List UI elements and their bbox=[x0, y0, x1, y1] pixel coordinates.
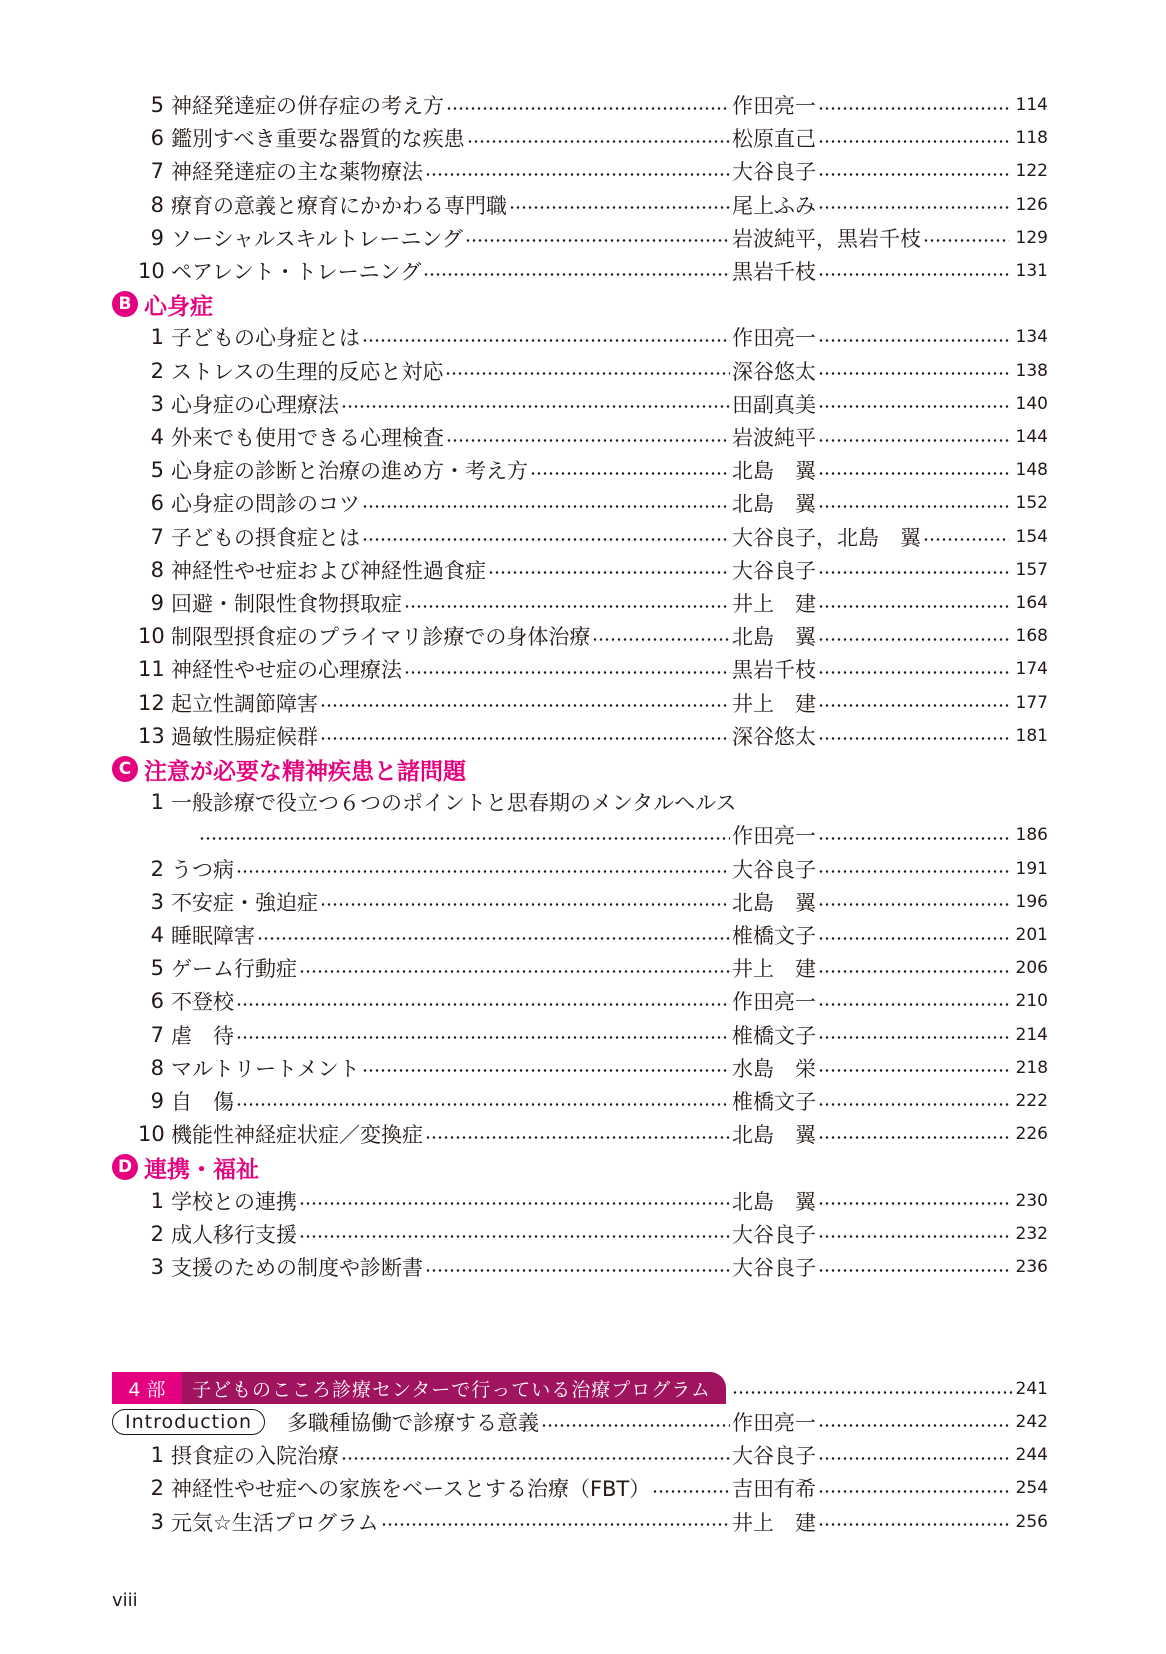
entry-page: 191 bbox=[1015, 858, 1048, 879]
toc-entry[interactable] bbox=[138, 885, 1048, 919]
entry-title: 学校との連携 bbox=[171, 1189, 297, 1214]
entry-title: 機能性神経症状症／変換症 bbox=[171, 1123, 423, 1148]
entry-page: 214 bbox=[1015, 1024, 1048, 1045]
entry-number: 11 bbox=[138, 657, 165, 682]
dot-leader bbox=[488, 571, 730, 574]
dot-leader bbox=[818, 1136, 1009, 1139]
entry-title: ストレスの生理的反応と対応 bbox=[171, 359, 444, 384]
dot-leader bbox=[818, 605, 1009, 608]
dot-leader bbox=[818, 737, 1009, 740]
entry-number: 8 bbox=[150, 1055, 164, 1080]
entry-page: 144 bbox=[1015, 427, 1048, 447]
entry-page: 196 bbox=[1015, 891, 1048, 912]
toc-entry[interactable] bbox=[138, 1471, 1048, 1505]
dot-leader bbox=[818, 505, 1009, 508]
entry-author: 大谷良子 bbox=[732, 1222, 816, 1247]
entry-number: 3 bbox=[150, 1255, 164, 1279]
entry-author: 椎橋文子 bbox=[732, 924, 816, 948]
entry-number: 9 bbox=[150, 225, 164, 250]
entry-number: 4 bbox=[150, 923, 164, 947]
entry-title: ペアレント・トレーニング bbox=[171, 260, 422, 284]
dot-leader bbox=[341, 1457, 730, 1460]
dot-leader bbox=[362, 1069, 730, 1072]
dot-leader bbox=[818, 372, 1009, 375]
dot-leader bbox=[404, 605, 730, 608]
entry-author: 大谷良子 bbox=[732, 1444, 816, 1469]
dot-leader bbox=[818, 837, 1009, 840]
entry-page: 254 bbox=[1015, 1478, 1049, 1499]
entry-number: 7 bbox=[150, 1022, 164, 1047]
dot-leader bbox=[423, 273, 730, 276]
toc-entry[interactable] bbox=[138, 354, 1048, 388]
section-title: 注意が必要な精神疾患と諸問題 bbox=[144, 758, 466, 785]
entry-number: 10 bbox=[138, 624, 165, 649]
toc-entry[interactable] bbox=[138, 984, 1048, 1018]
entry-author: 田副真美 bbox=[732, 392, 816, 417]
toc-entry[interactable] bbox=[138, 1018, 1048, 1052]
entry-title: 一般診療で役立つ６つのポイントと思春期のメンタルヘルス bbox=[171, 791, 737, 816]
dot-leader bbox=[299, 970, 730, 973]
dot-leader bbox=[236, 1103, 730, 1106]
dot-leader bbox=[362, 505, 730, 508]
entry-title: 神経性やせ症および神経性過食症 bbox=[171, 558, 486, 583]
entry-number: 1 bbox=[150, 1188, 164, 1213]
entry-page: 186 bbox=[1015, 825, 1048, 846]
part-page: 241 bbox=[1015, 1379, 1048, 1399]
entry-title: 元気☆生活プログラム bbox=[171, 1510, 379, 1535]
dot-leader bbox=[818, 571, 1009, 574]
dot-leader bbox=[818, 206, 1009, 209]
entry-page: 140 bbox=[1015, 393, 1048, 414]
section-title: 連携・福祉 bbox=[144, 1156, 259, 1183]
entry-author: 北島 翼 bbox=[732, 890, 816, 915]
entry-author: 岩波純平 bbox=[732, 426, 816, 450]
entry-page: 232 bbox=[1015, 1223, 1048, 1244]
entry-title: 虐 待 bbox=[171, 1023, 234, 1048]
dot-leader bbox=[299, 1235, 730, 1238]
entry-page: 222 bbox=[1015, 1091, 1048, 1111]
entry-author: 井上 建 bbox=[732, 691, 816, 716]
toc-entry[interactable] bbox=[138, 520, 1048, 554]
entry-title: 摂食症の入院治療 bbox=[171, 1444, 339, 1469]
dot-leader bbox=[818, 1103, 1009, 1106]
part-number: 4 部 bbox=[112, 1372, 182, 1404]
section-badge-icon: D bbox=[112, 1154, 138, 1180]
entry-title: 子どもの摂食症とは bbox=[171, 525, 360, 550]
entry-title: 心身症の問診のコツ bbox=[171, 492, 360, 517]
section-header-d bbox=[112, 1150, 259, 1184]
entry-author: 北島 翼 bbox=[732, 1123, 816, 1148]
entry-number: 9 bbox=[150, 591, 164, 615]
entry-author: 水島 栄 bbox=[732, 1056, 816, 1081]
entry-author: 椎橋文子 bbox=[732, 1090, 816, 1114]
entry-number: 8 bbox=[150, 192, 164, 217]
entry-number: 5 bbox=[150, 956, 164, 981]
entry-number: 2 bbox=[150, 856, 164, 881]
toc-entry[interactable] bbox=[138, 420, 1048, 454]
dot-leader bbox=[818, 339, 1009, 342]
entry-number: 4 bbox=[150, 425, 164, 449]
entry-author: 椎橋文子 bbox=[732, 1023, 816, 1048]
entry-author: 吉田有希 bbox=[732, 1477, 816, 1502]
entry-page: 206 bbox=[1015, 958, 1048, 979]
toc-entry[interactable] bbox=[138, 1217, 1048, 1251]
entry-title: ソーシャルスキルトレーニング bbox=[171, 226, 463, 251]
entry-page: 157 bbox=[1015, 559, 1048, 580]
entry-number: 1 bbox=[150, 325, 164, 350]
entry-page: 131 bbox=[1015, 261, 1048, 281]
entry-page: 244 bbox=[1015, 1445, 1048, 1466]
dot-leader bbox=[236, 1036, 730, 1039]
dot-leader bbox=[818, 140, 1009, 143]
toc-entry[interactable] bbox=[138, 1250, 1048, 1284]
dot-leader bbox=[362, 538, 730, 541]
toc-entry[interactable] bbox=[138, 1505, 1048, 1539]
dot-leader bbox=[199, 837, 730, 840]
entry-title: 自 傷 bbox=[171, 1090, 234, 1114]
entry-page: 210 bbox=[1015, 991, 1048, 1012]
entry-title: 神経発達症の併存症の考え方 bbox=[171, 94, 444, 118]
entry-page: 218 bbox=[1015, 1057, 1049, 1078]
entry-title: 支援のための制度や診断書 bbox=[171, 1256, 423, 1280]
entry-number: 8 bbox=[150, 557, 164, 582]
toc-entry[interactable] bbox=[138, 553, 1048, 587]
entry-number: 10 bbox=[138, 1122, 165, 1147]
entry-title: うつ病 bbox=[171, 857, 234, 882]
entry-author: 大谷良子 bbox=[732, 160, 816, 185]
entry-author: 井上 建 bbox=[732, 1510, 816, 1535]
dot-leader bbox=[446, 107, 730, 110]
dot-leader bbox=[818, 1424, 1009, 1427]
toc-entry[interactable] bbox=[138, 852, 1048, 886]
entry-page: 152 bbox=[1015, 493, 1048, 514]
entry-author: 深谷悠太 bbox=[732, 359, 816, 384]
toc-entry[interactable] bbox=[138, 1117, 1048, 1151]
entry-title: 心身症の診断と治療の進め方・考え方 bbox=[171, 459, 528, 484]
dot-leader bbox=[467, 140, 730, 143]
entry-page: 114 bbox=[1015, 95, 1048, 115]
toc-entry[interactable] bbox=[138, 586, 1048, 620]
entry-number: 6 bbox=[150, 126, 164, 151]
entry-author: 大谷良子 bbox=[732, 1256, 816, 1280]
toc-entry[interactable] bbox=[138, 121, 1048, 155]
entry-author: 岩波純平，黒岩千枝 bbox=[732, 226, 921, 251]
entry-page: 256 bbox=[1015, 1511, 1048, 1532]
dot-leader bbox=[541, 1424, 730, 1427]
dot-leader bbox=[509, 206, 730, 209]
entry-author: 大谷良子，北島 翼 bbox=[732, 525, 921, 550]
entry-title: ゲーム行動症 bbox=[171, 957, 297, 982]
dot-leader bbox=[923, 538, 1009, 541]
toc-entry[interactable] bbox=[138, 320, 1048, 354]
entry-page: 242 bbox=[1015, 1412, 1048, 1432]
page-number-footer: viii bbox=[112, 1590, 138, 1611]
entry-number: 7 bbox=[150, 524, 164, 549]
dot-leader bbox=[818, 638, 1009, 641]
toc-entry[interactable] bbox=[138, 1184, 1048, 1218]
toc-entry[interactable] bbox=[138, 619, 1048, 653]
dot-leader bbox=[818, 1235, 1009, 1238]
entry-title: 制限型摂食症のプライマリ診療での身体治療 bbox=[171, 625, 591, 650]
dot-leader bbox=[425, 1136, 730, 1139]
entry-page: 181 bbox=[1015, 725, 1048, 746]
entry-page: 201 bbox=[1015, 925, 1048, 945]
entry-number: 7 bbox=[150, 159, 164, 184]
dot-leader bbox=[465, 239, 730, 242]
dot-leader bbox=[818, 1269, 1009, 1272]
dot-leader bbox=[818, 472, 1009, 475]
dot-leader bbox=[732, 1391, 1012, 1394]
entry-author: 大谷良子 bbox=[732, 857, 816, 882]
dot-leader bbox=[818, 903, 1009, 906]
toc-entry-first-line[interactable] bbox=[138, 785, 1048, 819]
entry-number: 3 bbox=[150, 1509, 164, 1534]
dot-leader bbox=[299, 1202, 730, 1205]
dot-leader bbox=[818, 1202, 1009, 1205]
entry-author: 黒岩千枝 bbox=[732, 658, 816, 683]
entry-number: 6 bbox=[150, 491, 164, 516]
toc-entry[interactable] bbox=[138, 1438, 1048, 1472]
entry-number: 2 bbox=[150, 358, 164, 383]
entry-title: 鑑別すべき重要な器質的な疾患 bbox=[171, 127, 465, 152]
section-header-b bbox=[112, 287, 213, 321]
entry-author: 井上 建 bbox=[732, 592, 816, 616]
section-badge-icon: C bbox=[112, 756, 138, 782]
entry-page: 134 bbox=[1015, 327, 1048, 348]
entry-title: 子どもの心身症とは bbox=[171, 326, 360, 351]
dot-leader bbox=[818, 273, 1009, 276]
entry-number: 6 bbox=[150, 989, 164, 1014]
dot-leader bbox=[818, 937, 1009, 940]
entry-author: 作田亮一 bbox=[732, 990, 816, 1015]
entry-page: 154 bbox=[1015, 526, 1048, 547]
toc-entry[interactable] bbox=[138, 486, 1048, 520]
toc-entry[interactable] bbox=[138, 652, 1048, 686]
toc-entry[interactable] bbox=[138, 154, 1048, 188]
entry-number: 2 bbox=[150, 1476, 164, 1501]
entry-title: 神経性やせ症の心理療法 bbox=[171, 658, 402, 683]
dot-leader bbox=[818, 1036, 1009, 1039]
entry-number: 10 bbox=[138, 259, 165, 283]
dot-leader bbox=[362, 339, 730, 342]
entry-number: 1 bbox=[150, 1443, 164, 1468]
entry-author: 黒岩千枝 bbox=[732, 260, 816, 284]
section-badge-icon: B bbox=[112, 291, 138, 317]
toc-entry[interactable] bbox=[138, 1084, 1048, 1118]
entry-title: 成人移行支援 bbox=[171, 1222, 297, 1247]
dot-leader bbox=[818, 405, 1009, 408]
toc-entry[interactable] bbox=[138, 453, 1048, 487]
dot-leader bbox=[445, 372, 730, 375]
entry-title: 多職種協働で診療する意義 bbox=[287, 1411, 540, 1435]
entry-title: マルトリートメント bbox=[171, 1056, 360, 1081]
entry-title: 不安症・強迫症 bbox=[171, 890, 318, 915]
dot-leader bbox=[425, 1269, 730, 1272]
entry-page: 230 bbox=[1015, 1190, 1048, 1211]
entry-page: 138 bbox=[1015, 360, 1048, 381]
entry-author: 井上 建 bbox=[732, 957, 816, 982]
dot-leader bbox=[381, 1523, 730, 1526]
section-header-c bbox=[112, 752, 466, 786]
entry-number: 3 bbox=[150, 889, 164, 914]
dot-leader bbox=[818, 1490, 1009, 1493]
toc-entry[interactable] bbox=[138, 918, 1048, 952]
dot-leader bbox=[320, 704, 730, 707]
dot-leader bbox=[923, 239, 1009, 242]
toc-entry[interactable] bbox=[138, 221, 1048, 255]
dot-leader bbox=[818, 173, 1009, 176]
entry-page: 129 bbox=[1015, 227, 1048, 248]
dot-leader bbox=[320, 737, 730, 740]
toc-entry-introduction[interactable] bbox=[112, 1405, 1048, 1439]
dot-leader bbox=[404, 671, 730, 674]
dot-leader bbox=[818, 107, 1009, 110]
dot-leader bbox=[818, 870, 1009, 873]
entry-title: 療育の意義と療育にかかわる専門職 bbox=[171, 193, 507, 218]
dot-leader bbox=[818, 1523, 1009, 1526]
dot-leader bbox=[818, 671, 1009, 674]
dot-leader bbox=[530, 472, 730, 475]
entry-page: 148 bbox=[1015, 460, 1048, 481]
entry-title: 過敏性腸症候群 bbox=[171, 724, 318, 749]
dot-leader bbox=[236, 1003, 730, 1006]
entry-page: 174 bbox=[1015, 659, 1048, 680]
dot-leader bbox=[341, 405, 730, 408]
entry-author: 北島 翼 bbox=[732, 459, 816, 484]
toc-entry[interactable] bbox=[138, 254, 1048, 288]
entry-author: 北島 翼 bbox=[732, 625, 816, 650]
entry-title: 神経性やせ症への家族をベースとする治療（FBT） bbox=[171, 1477, 651, 1502]
dot-leader bbox=[236, 870, 730, 873]
part-page-line[interactable] bbox=[732, 1372, 1048, 1406]
dot-leader bbox=[818, 1003, 1009, 1006]
entry-page: 122 bbox=[1015, 161, 1048, 182]
entry-author: 作田亮一 bbox=[732, 824, 816, 849]
section-title: 心身症 bbox=[144, 293, 213, 320]
toc-entry[interactable] bbox=[138, 951, 1048, 985]
dot-leader bbox=[818, 1457, 1009, 1460]
entry-page: 168 bbox=[1015, 626, 1048, 647]
entry-title: 回避・制限性食物摂取症 bbox=[171, 592, 402, 616]
part-banner bbox=[112, 1372, 726, 1404]
entry-number: 1 bbox=[150, 790, 164, 815]
entry-author: 松原直己 bbox=[732, 127, 816, 152]
part-title: 子どものこころ診療センターで行っている治療プログラム bbox=[192, 1378, 712, 1401]
entry-number: 5 bbox=[150, 93, 164, 117]
dot-leader bbox=[446, 439, 730, 442]
entry-page: 226 bbox=[1015, 1124, 1048, 1145]
entry-author: 作田亮一 bbox=[732, 94, 816, 118]
entry-title: 不登校 bbox=[171, 990, 234, 1015]
toc-entry[interactable] bbox=[138, 188, 1048, 222]
entry-title: 外来でも使用できる心理検査 bbox=[171, 426, 444, 450]
entry-number: 2 bbox=[150, 1221, 164, 1246]
entry-number: 13 bbox=[138, 723, 165, 748]
entry-page: 126 bbox=[1015, 194, 1048, 215]
toc-entry[interactable] bbox=[138, 387, 1048, 421]
toc-entry[interactable] bbox=[138, 686, 1048, 720]
entry-author: 尾上ふみ bbox=[732, 193, 816, 218]
entry-author: 作田亮一 bbox=[732, 326, 816, 351]
dot-leader bbox=[818, 704, 1009, 707]
entry-number: 5 bbox=[150, 458, 164, 483]
entry-author: 深谷悠太 bbox=[732, 724, 816, 749]
entry-page: 118 bbox=[1015, 128, 1048, 149]
dot-leader bbox=[320, 903, 730, 906]
entry-author: 北島 翼 bbox=[732, 1189, 816, 1214]
entry-number: 9 bbox=[150, 1089, 164, 1113]
entry-number: 3 bbox=[150, 391, 164, 416]
entry-author: 北島 翼 bbox=[732, 492, 816, 517]
toc-entry[interactable] bbox=[138, 719, 1048, 753]
dot-leader bbox=[818, 1069, 1009, 1072]
entry-title: 起立性調節障害 bbox=[171, 691, 318, 716]
dot-leader bbox=[592, 638, 730, 641]
entry-title: 心身症の心理療法 bbox=[171, 392, 339, 417]
entry-author: 作田亮一 bbox=[732, 1411, 816, 1435]
dot-leader bbox=[652, 1490, 730, 1493]
entry-title: 睡眠障害 bbox=[171, 924, 255, 948]
entry-number: 12 bbox=[138, 690, 165, 715]
entry-page: 164 bbox=[1015, 593, 1048, 613]
entry-title: 神経発達症の主な薬物療法 bbox=[171, 160, 423, 185]
dot-leader bbox=[818, 439, 1009, 442]
toc-entry[interactable] bbox=[138, 818, 1048, 852]
entry-page: 177 bbox=[1015, 692, 1048, 713]
dot-leader bbox=[257, 937, 730, 940]
toc-entry[interactable] bbox=[138, 88, 1048, 122]
entry-page: 236 bbox=[1015, 1257, 1048, 1277]
dot-leader bbox=[818, 970, 1009, 973]
dot-leader bbox=[425, 173, 730, 176]
toc-entry[interactable] bbox=[138, 1051, 1048, 1085]
entry-author: 大谷良子 bbox=[732, 558, 816, 583]
introduction-pill: Introduction bbox=[112, 1409, 265, 1435]
